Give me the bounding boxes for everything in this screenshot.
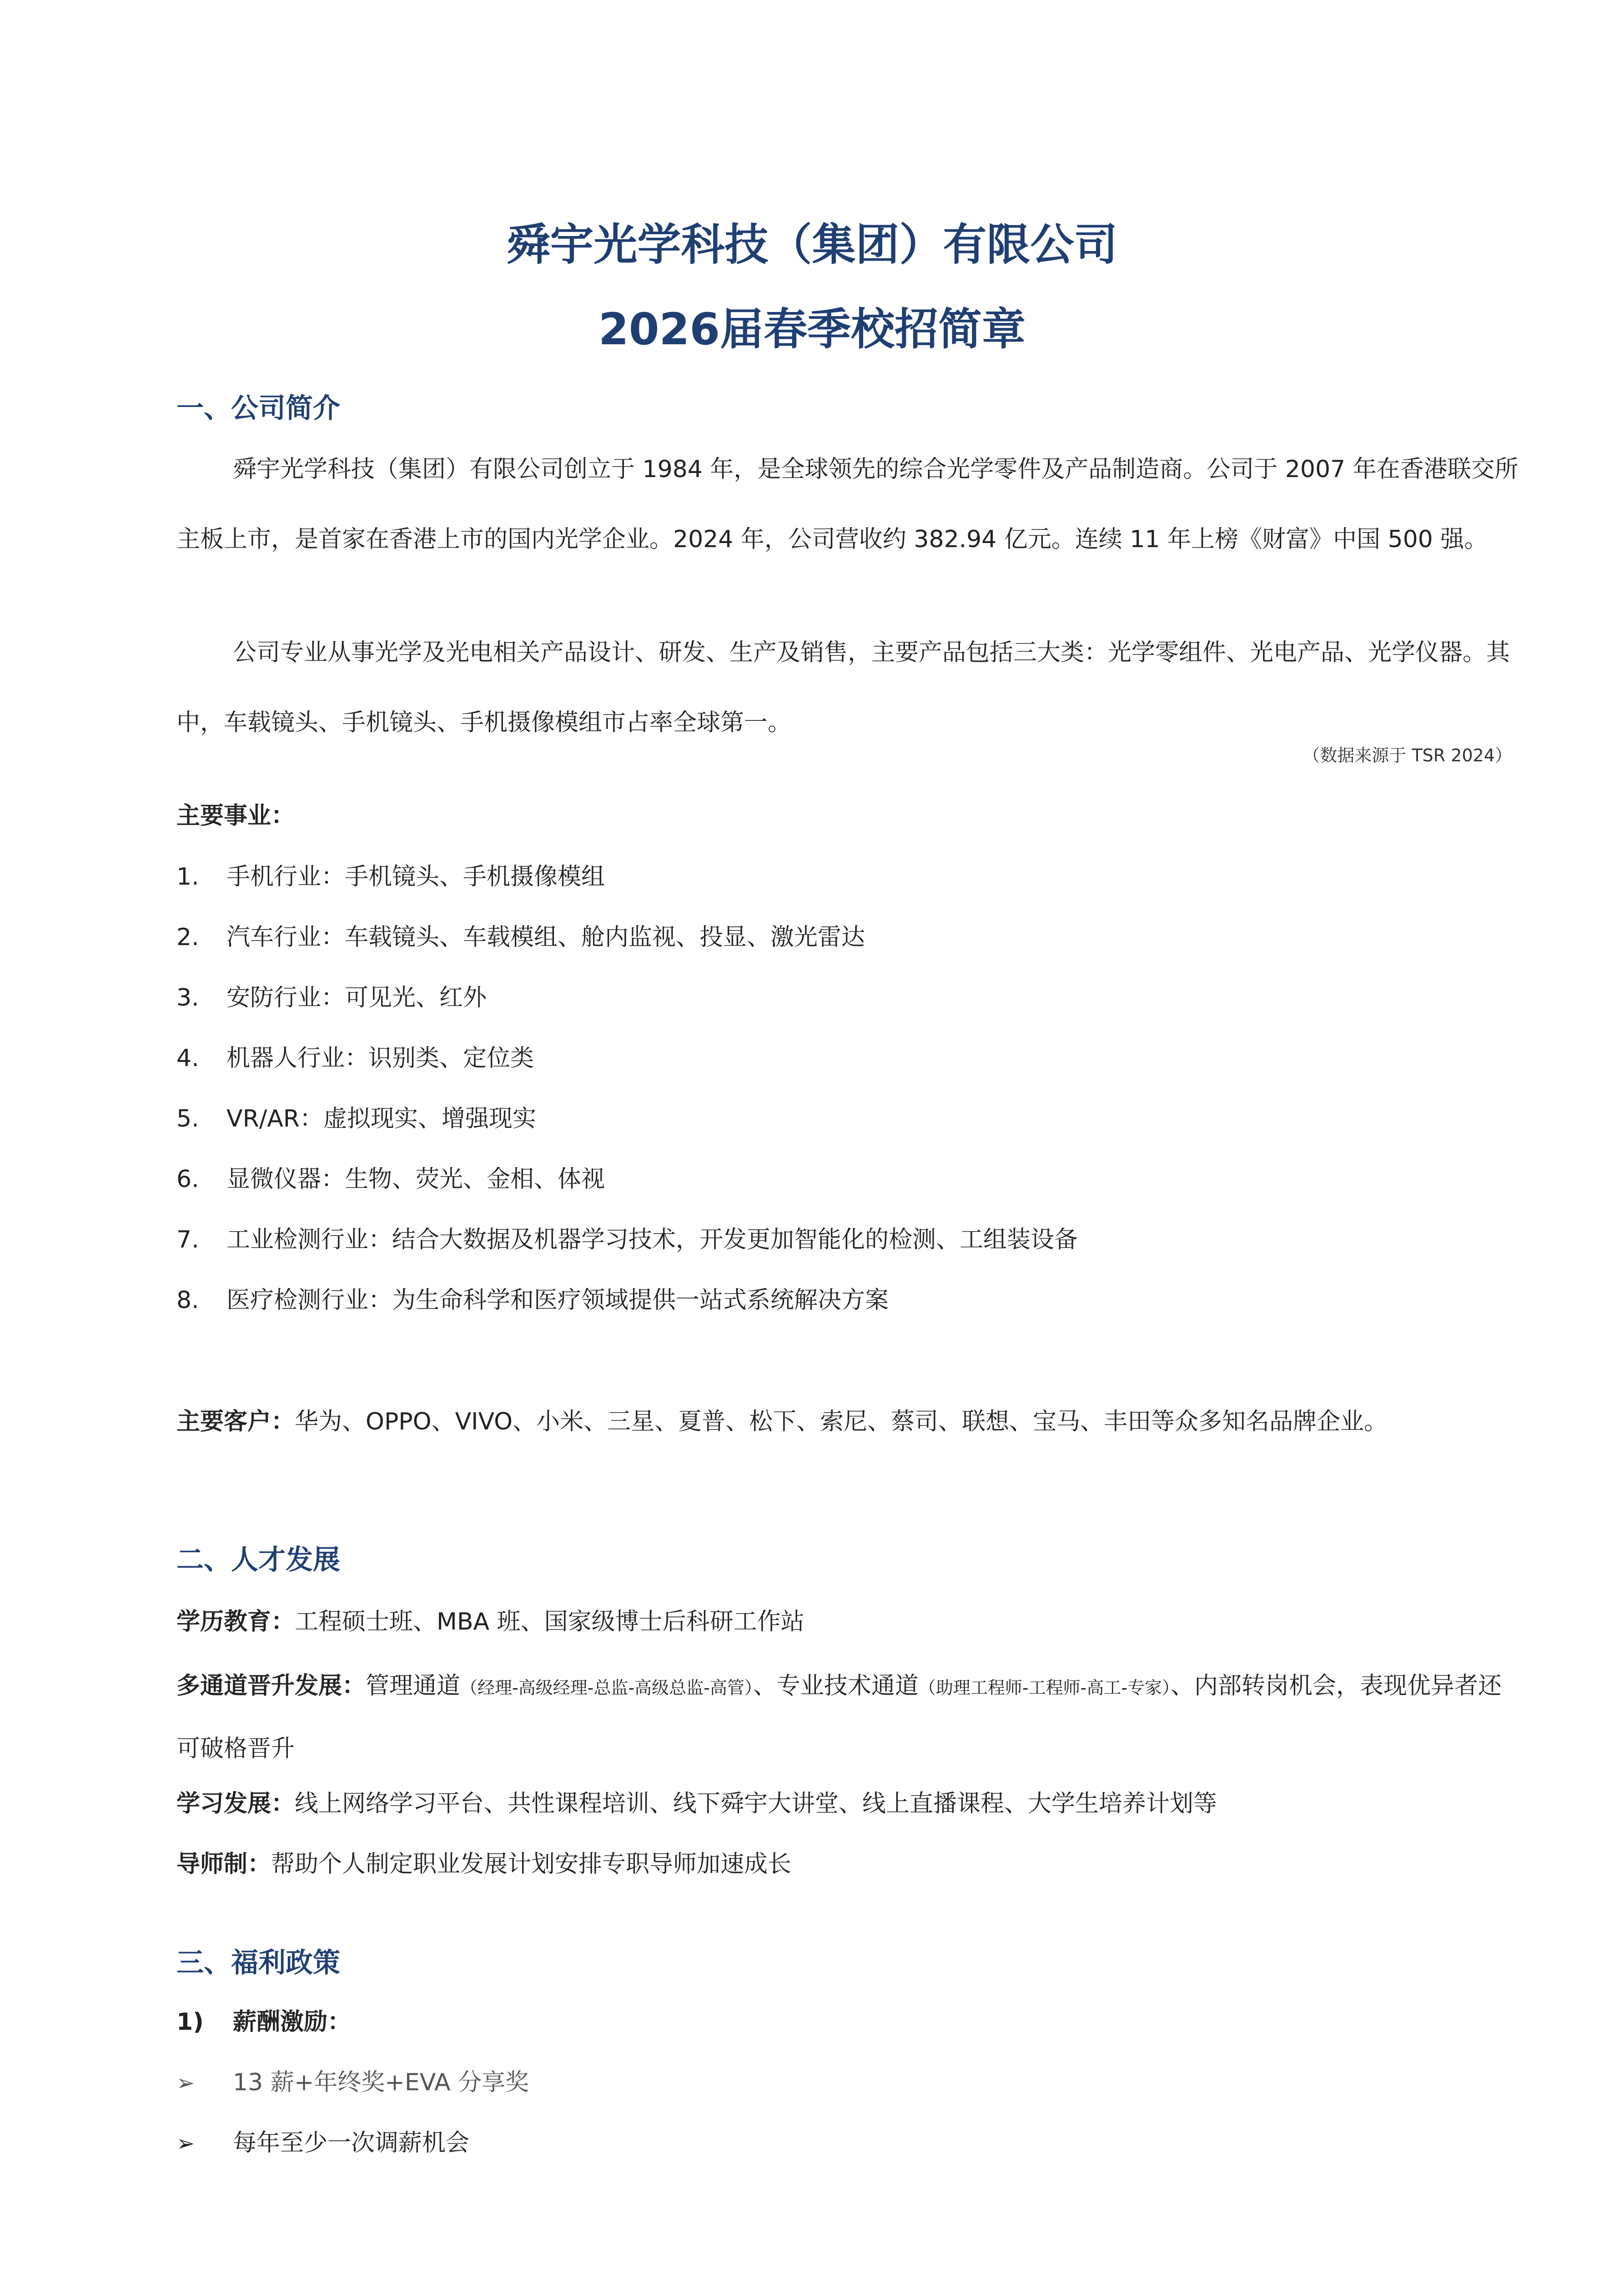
arrow-bullet-icon: ➢ — [176, 2131, 195, 2156]
promotion-paragraph: 多通道晋升发展：管理通道（经理-高级经理-总监-高级总监-高管）、专业技术通道（助理工程师-工程师-高工-专家）、内部转岗机会，表现优异者还可破格晋升 — [176, 1672, 1502, 1762]
list-item: 6. 显微仪器：生物、荧光、金相、体视 — [176, 1166, 605, 1193]
list-item: 3. 安防行业：可见光、红外 — [176, 984, 487, 1011]
learning-line: 学习发展：线上网络学习平台、共性课程培训、线下舜宇大讲堂、线上直播课程、大学生培养计划等 — [176, 1790, 1217, 1817]
company-intro-paragraph-1: 舜宇光学科技（集团）有限公司创立于 1984 年，是全球领先的综合光学零件及产品制造商。公司于 2007 年在香港联交所主板上市，是首家在香港上市的国内光学企业。2024 年，公司营收约 382.94 亿元。连续 11 年上榜《财富》中国 500 强。 — [176, 456, 1518, 553]
document-subtitle: 2026届春季校招简章 — [598, 304, 1026, 355]
main-customers: 主要客户：华为、OPPO、VIVO、小米、三星、夏普、松下、索尼、蔡司、联想、宝马、丰田等众多知名品牌企业。 — [176, 1408, 1388, 1435]
data-source-note: （数据来源于 TSR 2024） — [1302, 745, 1512, 765]
list-item: 5. VR/AR：虚拟现实、增强现实 — [176, 1105, 536, 1132]
list-item: 7. 工业检测行业：结合大数据及机器学习技术，开发更加智能化的检测、工组装设备 — [176, 1226, 1078, 1253]
list-item: 1. 手机行业：手机镜头、手机摄像模组 — [176, 863, 605, 890]
document-title: 舜宇光学科技（集团）有限公司 — [506, 219, 1118, 270]
list-item: 2. 汽车行业：车载镜头、车载模组、舱内监视、投显、激光雷达 — [176, 924, 865, 951]
mentor-line: 导师制：帮助个人制定职业发展计划安排专职导师加速成长 — [176, 1851, 792, 1878]
list-item: 8. 医疗检测行业：为生命科学和医疗领域提供一站式系统解决方案 — [176, 1287, 889, 1314]
section-heading-talent-development: 二、人才发展 — [176, 1544, 340, 1576]
list-item: ➢ 13 薪+年终奖+EVA 分享奖 — [176, 2069, 529, 2096]
arrow-bullet-icon: ➢ — [176, 2070, 195, 2096]
list-item: 4. 机器人行业：识别类、定位类 — [176, 1045, 534, 1072]
education-line: 学历教育：工程硕士班、MBA 班、国家级博士后科研工作站 — [176, 1608, 804, 1635]
main-business-label: 主要事业： — [176, 802, 295, 830]
section-heading-benefits: 三、福利政策 — [176, 1947, 340, 1979]
section-heading-company-intro: 一、公司简介 — [176, 392, 340, 424]
benefit-sub-heading: 1) 薪酬激励： — [176, 2008, 352, 2036]
list-item: ➢ 每年至少一次调薪机会 — [176, 2129, 470, 2157]
company-intro-paragraph-2: 公司专业从事光学及光电相关产品设计、研发、生产及销售，主要产品包括三大类：光学零组件、光电产品、光学仪器。其中，车载镜头、手机镜头、手机摄像模组市占率全球第一。 — [176, 639, 1510, 736]
